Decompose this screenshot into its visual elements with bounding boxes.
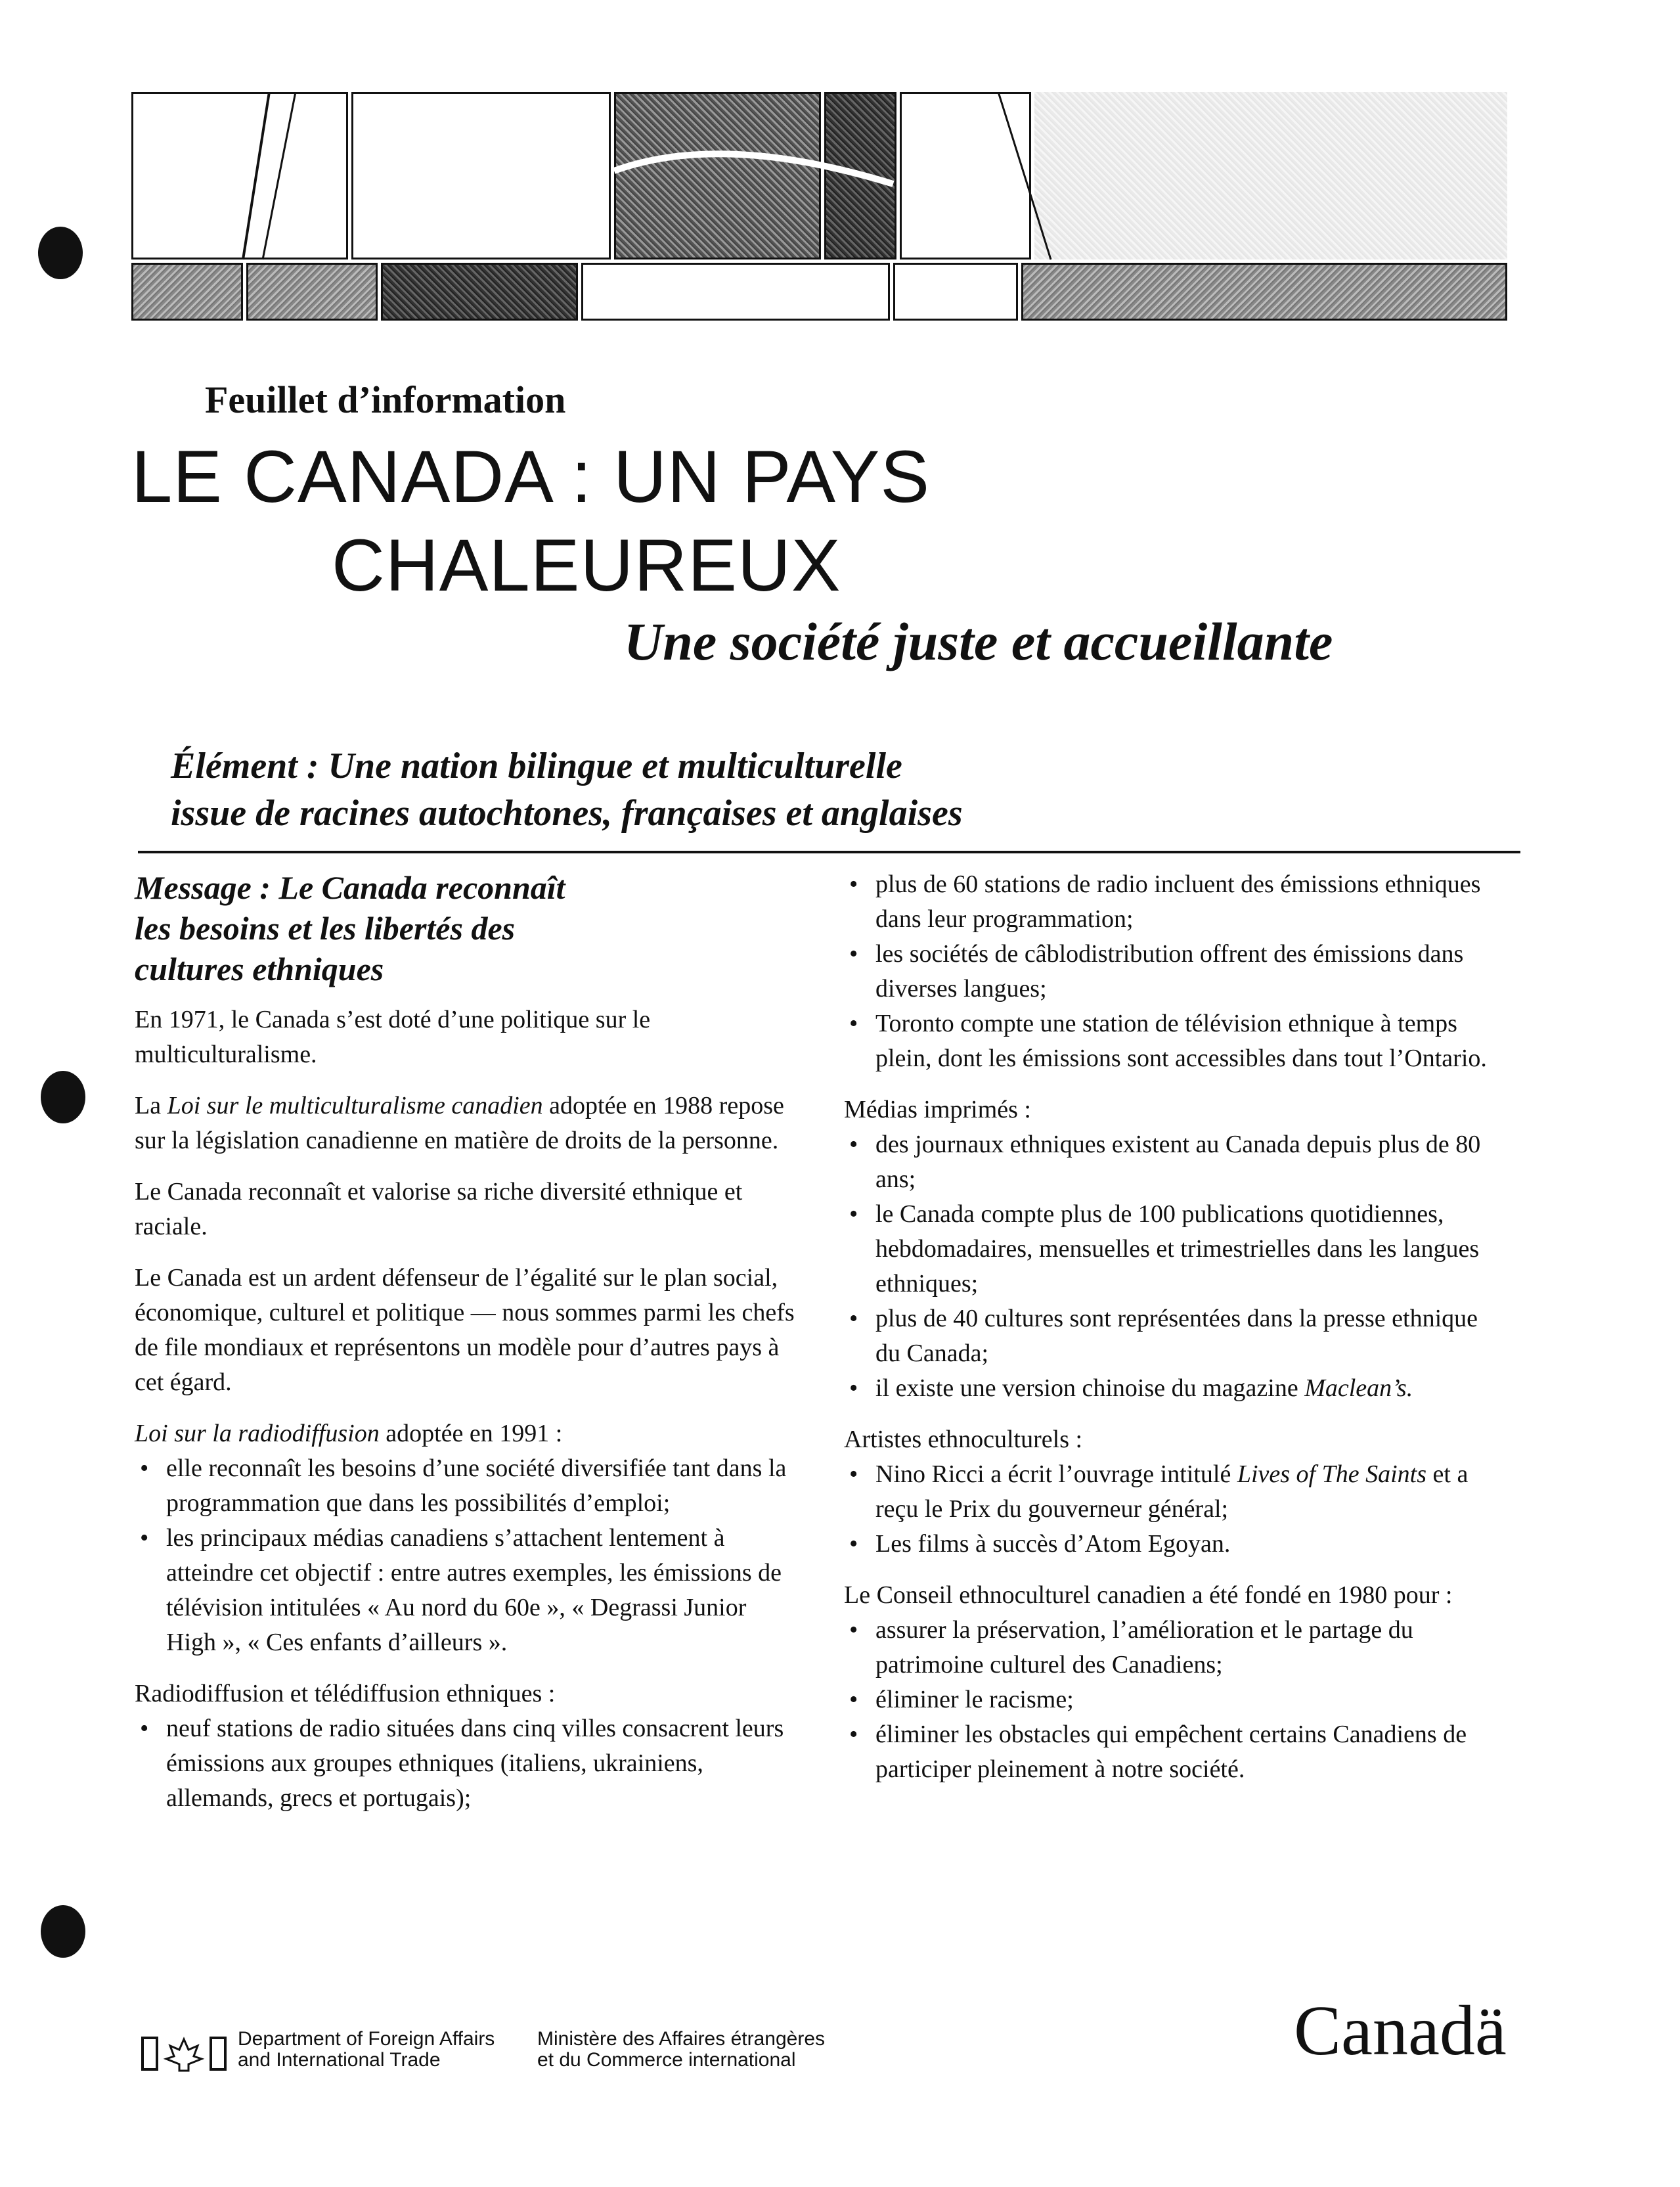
banner-curves [131, 92, 1511, 322]
council-list [844, 1613, 1507, 1787]
element-line2: issue de racines autochtones, françaises et anglaises [171, 793, 963, 834]
text: La [135, 1092, 167, 1119]
paragraph-diversite: Le Canada reconnaît et valorise sa riche diversité ethnique et raciale. [135, 1178, 743, 1240]
canada-wordmark: Canadä [1294, 1992, 1507, 2070]
text: et a reçu le Prix du gouverneur général; [875, 1460, 1469, 1523]
text: Ministère des Affaires étrangères [537, 2028, 826, 2050]
message-heading [135, 867, 801, 989]
ethnic-broadcast-list [135, 1711, 801, 1816]
department-name-fr [537, 2029, 825, 2071]
list-item: • éliminer les obstacles qui empêchent certains Canadiens de participer pleinement à notre société. [844, 1717, 1507, 1787]
list-item: • assurer la préservation, l’amélioration et le partage du patrimoine culturel des Canadiens; [844, 1613, 1507, 1682]
section-rule [138, 851, 1520, 853]
list-item: • plus de 40 cultures sont représentées dans la presse ethnique du Canada; [844, 1301, 1507, 1371]
list-item: • neuf stations de radio situées dans cinq villes consacrent leurs émissions aux groupes ethniques (italiens, ukrainiens, allemands, grecs et portugais); [135, 1711, 801, 1816]
magazine-title: Maclean’s. [1304, 1374, 1413, 1402]
radio-list-continued [844, 867, 1507, 1076]
text: and International Trade [238, 2049, 441, 2071]
message-line: les besoins et les libertés des [135, 910, 516, 947]
element-line1: Élément : Une nation bilingue et multiculturelle [171, 746, 902, 786]
punch-hole-bottom [41, 1905, 85, 1958]
book-title: Lives of The Saints [1237, 1460, 1427, 1488]
list-item [844, 1457, 1507, 1527]
document-title-line1: LE CANADA : UN PAYS [131, 436, 931, 518]
document-subtitle: Une société juste et accueillante [624, 612, 1333, 671]
document-kicker: Feuillet d’information [205, 378, 566, 421]
paragraph-loi-multiculturalisme [135, 1089, 801, 1158]
list-item: • le Canada compte plus de 100 publications quotidiennes, hebdomadaires, mensuelles et trimestrielles dans les langues ethniques; [844, 1197, 1507, 1301]
list-item: • les principaux médias canadiens s’attachent lentement à atteindre cet objectif : entre autres exemples, les émissions de télévision intitulées « Au nord du 60e », « Degrassi Junior High », « Ces enfants d’ailleurs ». [135, 1521, 801, 1660]
left-column [135, 867, 801, 1832]
text: adoptée en 1991 : [379, 1420, 563, 1447]
element-heading [171, 742, 963, 837]
list-item: • Les films à succès d’Atom Egoyan. [844, 1527, 1507, 1562]
text: adoptée en 1988 repose sur la législation canadienne en matière de droits de la personne. [135, 1092, 784, 1154]
radiodiffusion-list [135, 1451, 801, 1660]
paragraph-loi-radiodiffusion [135, 1416, 801, 1451]
document-title-line2: CHALEUREUX [332, 524, 841, 606]
artists-list [844, 1457, 1507, 1562]
flag-icon [141, 2035, 227, 2072]
ethnic-broadcast-heading: Radiodiffusion et télédiffusion ethniques : [135, 1680, 556, 1707]
text: et du Commerce international [537, 2049, 796, 2071]
print-media-list [844, 1127, 1507, 1406]
text: il existe une version chinoise du magazine [875, 1374, 1305, 1402]
council-paragraph: Le Conseil ethnoculturel canadien a été fondé en 1980 pour : [844, 1581, 1453, 1609]
list-item: • plus de 60 stations de radio incluent des émissions ethniques dans leur programmation; [844, 867, 1507, 937]
list-item: • éliminer le racisme; [844, 1682, 1507, 1717]
list-item: • les sociétés de câblodistribution offrent des émissions dans diverses langues; [844, 937, 1507, 1006]
punch-hole-top [38, 227, 83, 279]
print-media-heading: Médias imprimés : [844, 1096, 1031, 1123]
message-line: cultures ethniques [135, 951, 384, 987]
paragraph-1971: En 1971, le Canada s’est doté d’une politique sur le multiculturalisme. [135, 1006, 651, 1068]
department-name-en [238, 2029, 495, 2071]
artists-heading: Artistes ethnoculturels : [844, 1426, 1083, 1453]
law-title: Loi sur la radiodiffusion [135, 1420, 380, 1447]
list-item: • Toronto compte une station de télévision ethnique à temps plein, dont les émissions sont accessibles dans tout l’Ontario. [844, 1006, 1507, 1076]
paragraph-egalite: Le Canada est un ardent défenseur de l’égalité sur le plan social, économique, culturel et politique — nous sommes parmi les chefs de file mondiaux et représentons un modèle pour d’autres pays à cet égard. [135, 1264, 795, 1396]
list-item: • des journaux ethniques existent au Canada depuis plus de 80 ans; [844, 1127, 1507, 1197]
text: Nino Ricci a écrit l’ouvrage intitulé [875, 1460, 1237, 1488]
message-line: Message : Le Canada reconnaît [135, 869, 565, 906]
list-item [844, 1371, 1507, 1406]
punch-hole-middle [41, 1071, 85, 1123]
law-title: Loi sur le multiculturalisme canadien [167, 1092, 543, 1119]
list-item: • elle reconnaît les besoins d’une société diversifiée tant dans la programmation que dans les possibilités d’emploi; [135, 1451, 801, 1521]
right-column [844, 867, 1507, 1803]
text: Department of Foreign Affairs [238, 2028, 495, 2050]
